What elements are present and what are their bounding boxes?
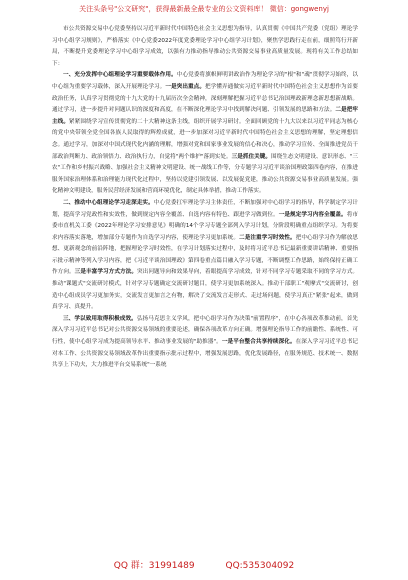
section-3-text: 弘扬马克思主义学风，把中心组学习作为决策"前置程序"，在中心各项改革推动前，首先深入学习习近平总书记对公共资源交易领域的重要论述，确保各项改革方向正确。增强理论指导工作的前瞻性、系统性、可行性，使中心组学习成为提高领导水平、推动事业发展的"助推器"。 [52,315,358,346]
section-1-title: 一、充分发挥中心组理论学习重要载体作用。 [63,72,177,79]
section-1-point-2: 二是把牢主线。 [52,107,358,125]
section-3-title: 三、学以致用取得积极成效。 [63,315,137,322]
section-1-point-3-text: 围绕生态文明建设、意识形态、"三农"工作和乡村振兴战略、加强社会主义精神文明建设、统一战线工作等，分专题学习习近平谈治国理政第四卷内容，在推进服务国家治理体系和治理能力现代化过程中，坚持以党建引领发展、以发展促党建，推动公共资源交易事业高质量发展。强化精神文明建设，服务民营经济发展和营商环境优化，制定具体举措，推动工作落实。 [52,153,358,195]
section-2-title: 二、推动中心组理论学习走深走实。 [63,199,154,206]
section-3-point-1-text: 在深入学习习近平总书记对本工作、公共资源交易领域改革作出重要指示批示过程中，增强发展思路，优化发展路径，在服务规范、技术统一、数据共享上下功夫，大力推进平台交易系统"一系统 [52,339,358,369]
section-1-point-1-text: 把学懂弄通做实习近平新时代中国特色社会主义思想作为首要政治任务，认真学习贯彻党的十九大党的十九届历次全会精神，深刻理解把握习近平总书记治国理政新理念新思想新战略。通过学习，进一步提升对问题认识的深度和高度，在不断深化理论学习中找到解决问题、引领发展的思路和方法。 [52,83,358,114]
intro-text: 市公共资源交易中心党委坚持以习近平新时代中国特色社会主义思想为指导，认真贯彻《中国共产党委（党组）理论学习中心组学习规则》，严格落实《中心党委2022年度党委理论学习中心组学习计划》，聚焦学思践行走在前，细照笃行开新局，不断提升党委理论学习中心组学习成效，以强有力推动指导推动公共资源交易事业高质量发展。现将有关工作总结如下： [52,26,358,67]
section-1-point-2-text: 紧紧围绕学习宣传贯彻党的二十大精神这条主线，组织开展学习研讨。全面回顾党的十九大以来以习近平同志为核心的党中央带领全党全国各族人民取得的辉煌成就，进一步加深对习近平新时代中国特色社会主义思想的理解，坚定理想信念。通过学习，加深对中国式现代化内涵的理解，增强对党和国家事业发展的信心和决心，推动学习宣传、全面推进党员干部政治判断力、政治领悟力、政治执行力，自觉将"两个维护"落到实处。 [52,118,358,160]
section-2-point-1: 一是规定学习内容全覆盖。 [278,211,347,218]
section-1-point-3: 三是抓住关键。 [231,153,272,160]
intro-paragraph [52,24,358,70]
section-2-text: 中心党委扛牢理论学习主体责任，不断加强对中心组学习的指导，科学制定学习计划，提高学习党政性和实效性，做到规定内容全覆盖、自选内容有特色、跟进学习做到位。 [52,199,358,218]
section-2-point-2: 二是注重学习时效性。 [239,234,296,241]
section-2-point-1-text: 将市委市直机关工委《2022年理论学习安排意见》明确的14个学习专题全部列入学习计划，分阶段明确重点组织学习。为将要求内容落实落地，增加部分专题作为自选学习内容，使理论学习更加系统。 [52,211,358,241]
section-2-paragraph [52,198,358,314]
section-2-point-2-text: 把中心组学习作为解放思想、更新观念的前沿阵地，把握理论学习时效性，在学习计划落实过程中，及时将习近平总书记最新重要讲话精神、重要指示批示精神等列入学习内容，把《习近平谈治国理政》第四卷重点篇目融入学习专题，不断调整工作思路，始终保持正确工作方向。 [52,234,358,276]
section-2-point-3-text: 突出问题导向和效果导向，着眼提高学习成效，针对不同学习专题采取不同的学习方式。推动"课题式"交流研讨模式，针对学习专题确定交流研讨题目，使学习更加系统深入。推动干部职工"观摩式"交流研讨，创造中心组成员学习更加务实，交流发言更加言之有物，解决了交流发言走形式、走过场问题，使学习真正"紧张"起来，做到真学习、真提升。 [52,269,358,311]
footer-contact [0,560,408,572]
section-1-point-1: 一是突出重点。 [165,83,206,90]
document-body [52,24,358,546]
section-3-paragraph [52,314,358,372]
section-1-text: 中心党委将旗帜鲜明讲政治作为理论学习的"根"和"魂"贯彻学习始终，以中心组为重要学习载体，深入开展理论学习。 [52,72,358,90]
section-3-point-1: 一是平台整合共享持续深化。 [221,339,296,346]
section-2-point-3: 三是丰富学习方式方法。 [74,269,138,276]
header-banner: 关注头条号"公文研究"，获得最新最全最专业的公文资料库！ 微信：gongwenyj [79,5,329,13]
footer-qq-number: QQ:535304092 [225,561,295,571]
section-1-paragraph [52,70,358,198]
footer-qq-group: QQ 群：31991489 [113,561,195,571]
